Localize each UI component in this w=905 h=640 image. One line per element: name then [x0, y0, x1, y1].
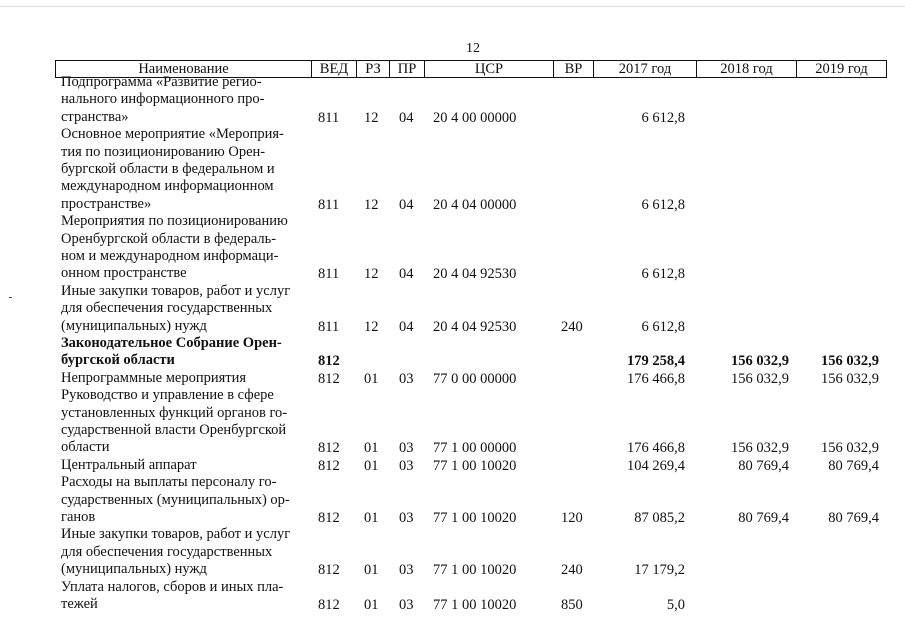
row-2017: 179 258,4 [627, 353, 685, 370]
row-2018: 156 032,9 [731, 353, 789, 370]
row-rz: 12 [364, 196, 379, 213]
row-vr: 120 [561, 510, 583, 526]
row-name-line: бургской области [61, 352, 175, 369]
row-name-line: Непрограммные мероприятия [61, 369, 247, 386]
row-name-line: установленных функций органов го- [61, 404, 288, 421]
row-name-line: Расходы на выплаты персоналу го- [61, 474, 277, 491]
row-ved: 811 [318, 196, 340, 213]
row-ved: 812 [318, 353, 340, 370]
row-ved: 812 [318, 597, 340, 613]
row-name-line: Руководство и управление в сфере [61, 387, 274, 404]
row-ved: 812 [318, 370, 340, 387]
row-csr: 20 4 04 92530 [433, 266, 517, 283]
row-rz: 01 [364, 510, 379, 526]
row-2017: 6 612,8 [641, 318, 685, 335]
row-name-line: Законодательное Собрание Орен- [61, 335, 282, 351]
row-2018: 80 769,4 [738, 457, 789, 474]
row-rz: 01 [364, 440, 379, 457]
row-pr: 03 [399, 370, 414, 387]
row-csr: 20 4 00 00000 [433, 109, 517, 126]
header-2019: 2019 год [796, 60, 887, 78]
row-2017: 17 179,2 [634, 562, 685, 579]
row-ved: 812 [318, 562, 340, 579]
row-pr: 03 [399, 440, 414, 457]
row-csr: 77 1 00 00000 [433, 440, 517, 457]
row-pr: 04 [399, 109, 414, 126]
row-csr: 77 1 00 10020 [433, 562, 517, 579]
header-name: Наименование [55, 60, 312, 78]
scan-speck [9, 297, 12, 298]
row-name-line: для обеспечения государственных [61, 543, 273, 560]
row-ved: 812 [318, 457, 340, 474]
header-vr: ВР [553, 60, 594, 78]
row-rz: 01 [364, 370, 379, 387]
row-name-line: (муниципальных) нужд [61, 561, 207, 578]
row-2017: 5,0 [666, 597, 685, 613]
row-name-line: Оренбургской области в федераль- [61, 230, 277, 247]
row-name-line: Уплата налогов, сборов и иных пла- [61, 578, 284, 595]
row-name-line: Иные закупки товаров, работ и услуг [61, 282, 291, 299]
row-rz: 12 [364, 109, 379, 126]
row-2019: 156 032,9 [821, 440, 879, 457]
row-name-line: Иные закупки товаров, работ и услуг [61, 526, 291, 543]
row-ved: 811 [318, 109, 340, 126]
row-csr: 77 1 00 10020 [433, 457, 517, 474]
row-2019: 156 032,9 [821, 370, 879, 387]
row-pr: 04 [399, 266, 414, 283]
row-vr: 850 [561, 597, 583, 613]
row-name-line: странства» [61, 108, 129, 125]
row-name-line: Мероприятия по позиционированию [61, 213, 288, 230]
row-2018: 156 032,9 [731, 440, 789, 457]
row-ved: 812 [318, 440, 340, 457]
row-name-line: нального информационного про- [61, 91, 265, 108]
row-name-line: сударственных (муниципальных) ор- [61, 491, 290, 508]
header-pr: ПР [389, 60, 425, 78]
row-2018: 80 769,4 [738, 510, 789, 526]
row-pr: 03 [399, 562, 414, 579]
row-name-line: пространстве» [61, 195, 152, 212]
row-csr: 20 4 04 92530 [433, 318, 517, 335]
header-2018: 2018 год [696, 60, 797, 78]
row-rz: 01 [364, 562, 379, 579]
row-name-line: ганов [61, 509, 96, 525]
row-name-line: ном и международном информаци- [61, 248, 279, 264]
row-name-line: для обеспечения государственных [61, 300, 273, 317]
page-number: 12 [466, 41, 480, 56]
row-rz: 12 [364, 266, 379, 283]
row-ved: 812 [318, 510, 340, 526]
row-csr: 77 1 00 10020 [433, 510, 517, 526]
row-name-line: (муниципальных) нужд [61, 317, 207, 334]
row-pr: 03 [399, 510, 414, 526]
row-2019: 156 032,9 [821, 353, 879, 370]
row-2017: 6 612,8 [641, 266, 685, 283]
row-name-line: Центральный аппарат [61, 456, 197, 473]
row-2017: 6 612,8 [641, 109, 685, 126]
row-csr: 77 0 00 00000 [433, 370, 517, 387]
row-name-line: международном информационном [61, 178, 274, 195]
row-2017: 176 466,8 [627, 370, 685, 387]
row-2017: 87 085,2 [634, 510, 685, 526]
row-name-line: тия по позиционированию Орен- [61, 143, 266, 160]
row-name-line: Основное мероприятие «Мероприя- [61, 126, 284, 143]
row-vr: 240 [561, 318, 583, 335]
row-2019: 80 769,4 [828, 510, 879, 526]
row-pr: 03 [399, 457, 414, 474]
row-name-line: онном пространстве [61, 265, 187, 282]
header-ved: ВЕД [311, 60, 357, 78]
row-2019: 80 769,4 [828, 457, 879, 474]
row-ved: 811 [318, 266, 340, 283]
row-name-line: Подпрограмма «Развитие регио- [61, 74, 262, 90]
row-csr: 77 1 00 10020 [433, 597, 517, 613]
row-csr: 20 4 04 00000 [433, 196, 517, 213]
header-rz: РЗ [356, 60, 390, 78]
header-2017: 2017 год [593, 60, 697, 78]
row-ved: 811 [318, 318, 340, 335]
row-pr: 03 [399, 597, 414, 613]
row-name-line: тежей [61, 596, 98, 612]
row-pr: 04 [399, 196, 414, 213]
row-name-line: области [61, 439, 110, 456]
header-csr: ЦСР [424, 60, 554, 78]
row-2017: 176 466,8 [627, 440, 685, 457]
row-2018: 156 032,9 [731, 370, 789, 387]
row-name-line: сударственной власти Оренбургской [61, 422, 287, 438]
row-rz: 01 [364, 597, 379, 613]
row-name-line: бургской области в федеральном и [61, 161, 275, 177]
row-rz: 01 [364, 457, 379, 474]
row-pr: 04 [399, 318, 414, 335]
row-rz: 12 [364, 318, 379, 335]
row-vr: 240 [561, 562, 583, 579]
scan-edge-line [0, 6, 905, 7]
row-2017: 104 269,4 [627, 457, 685, 474]
row-2017: 6 612,8 [641, 196, 685, 213]
